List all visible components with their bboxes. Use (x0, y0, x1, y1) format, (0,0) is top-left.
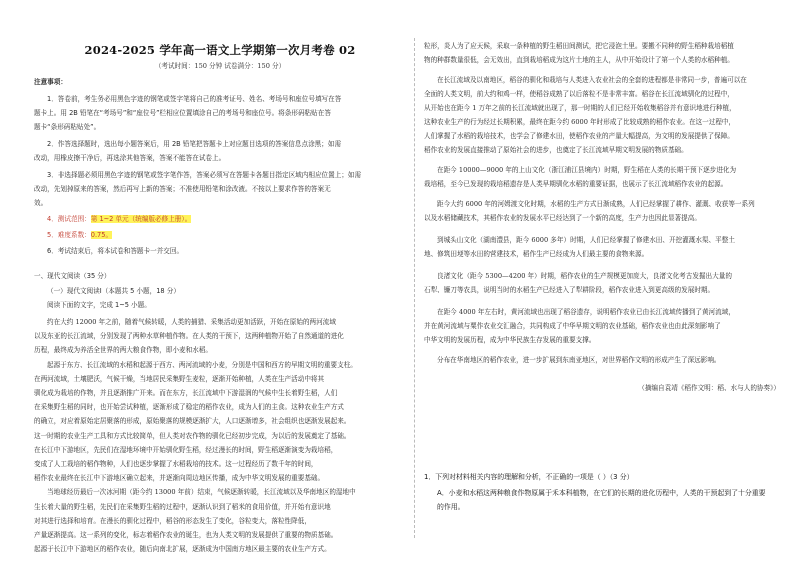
article-right-line: 在距今 10000—9000 年的上山文化（浙江浦江县境内）时期，野生稻在人类的长期干预下逐步进化为 (437, 166, 737, 174)
article-left-line: 对其进行选择和培育。在漫长的驯化过程中，稻谷的形态发生了变化，谷粒变大，落粒性降低， (34, 516, 311, 525)
article-left-line: 以及东亚的长江流域，分别发现了两种水草种植作物。在人类的干预下，这两种植物开始了自然通道的进化 (34, 332, 344, 341)
question-1-stem: 1．下列对材料相关内容的理解和分析，不正确的一项是（ ）（3 分） (424, 473, 634, 481)
article-right-line: 稻作农业的发展直接推动了原始社会的进步，也奠定了长江流域早期文明发展的物质基础。 (424, 146, 688, 154)
notes-heading: 注意事项： (34, 78, 67, 86)
article-left-line: 当地球经历最后一次冰河期（距今约 13000 年前）结束，气候逐渐转暖，长江流域以及华南地区的湿地中 (47, 488, 356, 497)
article-right-line: 石犁、镰刀等农具，说明当时的水稻生产已经进入了犁耕阶段，稻作农业进入到更高级的发展时期。 (424, 286, 715, 294)
article-source: （摘编自袁靖《稻作文明：稻、水与人的协奏》） (638, 384, 780, 392)
note-2-line-2: 改动，用橡皮擦干净后，再选涂其他答案，答案不能答在试卷上。 (34, 154, 226, 162)
article-left-line: 生长着大量的野生稻，先民们在采集野生稻的过程中，逐渐认识到了稻米的食用价值，并开始有意识地 (34, 502, 331, 511)
article-right-line: 并在黄河流域与粟作农业交汇融合，共同构成了中华早期文明的农业基础，稻作农业也由此深刻影响了 (424, 322, 721, 330)
note-4 (34, 215, 191, 224)
article-right-line: 在长江流域及以南地区，稻谷的驯化和栽培与人类进入农业社会的全套的进程都是非常同一步，普遍可以在 (437, 76, 747, 84)
article-right-line: 到城头山文化（湖南澧县，距今 6000 多年）时期，人们已经掌握了修建水田、开挖灌溉水渠、平整土 (437, 236, 735, 244)
reading-instruction: 阅读下面的文字，完成 1~5 小题。 (47, 301, 151, 309)
article-right-line: 从开始也在距今 1 万年之前的长江流域就出现了，那一时期的人们已经开始收集稻谷并有意识地进行种植， (424, 104, 736, 112)
question-1-option-a-line-1: A．小麦和水稻这两种粮食作物原属于禾本科植物，在它们的长期的进化历程中，人类的干预起到了十分重要 (437, 489, 766, 497)
article-right-line: 人们掌握了水稻的栽培技术，也学会了修建水田，使稻作农业的产量大幅提高，为文明的发展提供了保障。 (424, 132, 734, 140)
article-left-line: 变成了人工栽培的稻作物种，人们也逐步掌握了水稻栽培的技术。这一过程经历了数千年的时间， (34, 460, 318, 468)
note-1-line-2: 题卡上。用 2B 铅笔在“考场号”和“座位号”栏相应位置填涂自己的考场号和座位号。将条形码粘贴在答 (34, 109, 331, 117)
note-3-line-1: 3．非选择题必须用黑色字迹的钢笔或签字笔作答，答案必须写在答题卡各题目指定区域内相应位置上；如需 (47, 171, 362, 179)
article-right-line: 在距今 4000 年左右时，黄河流域也出现了稻谷遗存，说明稻作农业已由长江流域传播到了黄河流域， (437, 308, 735, 316)
article-right-line: 地、修筑田埂等水田的营建技术，稻作生产已经成为人们最主要的食物来源。 (424, 250, 649, 258)
article-left-line: 起源于东方、长江流域的水稻和起源于西方、两河流域的小麦，分别是中国和西方的早期文明的重要支柱。 (47, 360, 357, 369)
article-right-line: 粒形，炎人为了应天候，采取一条种植的野生稻田间测试，把它浸泡土里。要搬不同种的野生稻种栽培稻植 (424, 42, 734, 50)
article-left-line: 约在大约 12000 年之前，随着气候转暖，人类的捕猎、采集活动更加活跃，开始在原始的两河流域 (47, 318, 336, 326)
article-left-line: 这一时期的农业生产工具和方式比较简单，但人类对农作物的驯化已经初步完成，为以后的发展奠定了基础。 (34, 431, 351, 440)
note-1-line-1: 1．答卷前，考生务必用黑色字迹的钢笔或签字笔将自己的准考证号、姓名、考场号和座位号填写在答 (47, 95, 342, 103)
note-2-line-1: 2．作答选择题时，选出每小题答案后，用 2B 铅笔把答题卡上对应题目选项的答案信息点涂黑；如需 (47, 140, 342, 148)
question-1-option-a-line-2: 的作用。 (437, 503, 465, 511)
column-divider (414, 38, 415, 538)
article-right-line: 以及水稻储藏技术，其稻作农业的发展水平已经达到了一个新的高度，生产力也因此显著提高。 (424, 214, 701, 222)
article-left-line: 在长江中下游地区，先民们在湿地环境中开始驯化野生稻，经过漫长的时间，野生稻逐渐演变为栽培稻， (34, 445, 338, 454)
note-3-line-3: 效。 (34, 199, 48, 207)
note-3-line-2: 改动，先划掉原来的答案，然后再写上新的答案；不准使用铅笔和涂改液。不按以上要求作答的答案无 (34, 185, 331, 193)
article-right-line: 中华文明的发展历程，成为中华民族生存发展的重要支撑。 (424, 336, 596, 344)
article-right-line: 栽培稻，至今已发现的栽培稻遗存是人类早期驯化水稻的重要证据，也展示了长江流域稻作农业的起源。 (424, 180, 728, 188)
article-left-line: 的确立，对应着原始定居聚落的形成，原始聚落的规模逐渐扩大，人口逐渐增多，社会组织也逐渐发展起来。 (34, 417, 351, 426)
article-right-line: 这种农业生产的行为经过长期积累，最终在距今约 6000 年时形成了比较成熟的稻作农业。在这一过程中， (424, 118, 736, 126)
article-left-line: 稻作农业最终在长江中下游地区确立起来，并逐渐向周边地区传播，成为中华文明发展的重要基础。 (34, 474, 325, 483)
article-left-line: 历程，最终成为养活全世界的两大粮食作物，即小麦和水稻。 (34, 346, 213, 355)
note-5-value: 0.75。 (90, 231, 113, 239)
article-right-line: 良渚文化（距今 5300—4200 年）时期，稻作农业的生产规模更加庞大，良渚文化考古发掘出大量的 (437, 272, 732, 280)
exam-title: 2024-2025 学年高一语文上学期第一次月考卷 02 (84, 43, 356, 57)
article-left-line: 产量逐渐提高。这一系列的变化，标志着稻作农业的诞生，也为人类文明的发展提供了重要的物质基础。 (34, 531, 338, 539)
article-left-line: 驯化成为栽培的作物，并且逐渐推广开来。而在东方，长江流域中下游湿润的气候中生长着野生稻，人们 (34, 389, 338, 397)
note-4-value: 第 1~2 单元（统编版必修上册）。 (90, 215, 192, 223)
note-5 (34, 231, 112, 240)
article-left-line: 在采集野生稻的同时，也开始尝试种植，逐渐形成了稳定的稻作农业，成为人们的主食。这种农业生产方式 (34, 403, 344, 412)
note-5-prefix: 5．难度系数： (47, 231, 91, 239)
article-left-line: 在两河流域，土壤肥沃，气候干燥，当地居民采集野生麦粒，逐渐开始种植，人类在生产活动中将其 (34, 374, 325, 383)
section-heading: 一、现代文阅读（35 分） (34, 272, 111, 280)
subsection-heading: （一）现代文阅读Ⅰ（本题共 5 小题，18 分） (47, 287, 180, 295)
note-4-prefix: 4．测试范围： (47, 215, 91, 223)
note-1-line-3: 题卡“条形码粘贴处”。 (34, 123, 101, 131)
article-left-line: 起源于长江中下游地区的稻作农业，随后向南北扩展，逐渐成为中国南方地区最主要的农业生产方式。 (34, 545, 331, 554)
article-right-line: 距今大约 6000 年的河姆渡文化时期，水稻的生产方式日渐成熟，人们已经掌握了耕作、灌溉、收获等一系列 (437, 200, 755, 208)
article-right-line: 全面的人类文明，前大约和鸡一样，使稻谷成熟了以后落粒不是非常丰富。稻谷在长江流域驯化的过程中， (424, 90, 734, 98)
article-right-line: 物的种群数量很低，会无效出，直到栽培稻成为这片土地的主人，从中开始设计了第一个人类的水稻种植。 (424, 56, 734, 64)
article-right-line: 分布在华南地区的稻作农业，进一步扩展到东南亚地区，对世界稻作文明的形成产生了深远影响。 (437, 356, 721, 364)
exam-subtitle: （考试时间：150 分钟 试卷满分：150 分） (154, 62, 286, 70)
note-6: 6．考试结束后，将本试卷和答题卡一并交回。 (47, 247, 184, 255)
